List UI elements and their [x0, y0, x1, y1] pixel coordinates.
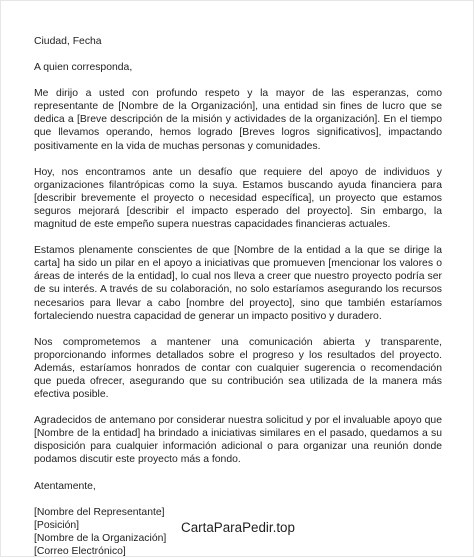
signature-email: [Correo Electrónico] [34, 545, 126, 557]
paragraph-commitment: Nos comprometemos a mantener una comunicación abierta y transparente, proporcionando informes detallados sobre el progreso y los resultados del proyecto. Además, estaríamos honrados de contar con cualquier sugerencia o recomendación que pueda ofrecer, asegurando que su contribución sea utilizada de la manera más efectiva posible. [34, 336, 442, 401]
paragraph-request: Hoy, nos encontramos ante un desafío que requiere del apoyo de individuos y organizaciones filantrópicas como la suya. Estamos buscando ayuda financiera para [describir brevemente el proyecto o necesidad específica], un proyecto que estamos seguros mejorará [describir el impacto esperado del proyecto]. Sin embargo, la magnitud de este empeño supera nuestras capacidades financieras actuales. [34, 166, 442, 231]
place-date: Ciudad, Fecha [34, 36, 102, 47]
signature-representative: [Nombre del Representante] [34, 506, 165, 518]
signature-position: [Posición] [34, 519, 80, 531]
paragraph-intro: Me dirijo a usted con profundo respeto y la mayor de las esperanzas, como representante de [Nombre de la Organización], una entidad sin fines de lucro que se dedica a [Breve descripción de la misión y actividades de la organización]. En el tiempo que llevamos operando, hemos logrado [Breves logros significativos], impactando positivamente en la vida de muchas personas y comunidades. [34, 88, 442, 152]
footer-site: CartaParaPedir.top [181, 520, 295, 535]
signature-organization: [Nombre de la Organización] [34, 532, 167, 544]
salutation: A quien corresponda, [34, 62, 133, 74]
letter-body [34, 35, 442, 558]
closing: Atentamente, [34, 480, 96, 492]
paragraph-entity: Estamos plenamente conscientes de que [Nombre de la entidad a la que se dirige la carta] ha sido un pilar en el apoyo a iniciativas que promueven [mencionar los valores o áreas de interés de la entidad], lo cual nos lleva a creer que nuestro proyecto podría ser de su interés. A través de su colaboración, no solo estaríamos asegurando los recursos necesarios para llevar a cabo [nombre del proyecto], sino que también estaríamos fortaleciendo nuestra capacidad de generar un impacto positivo y duradero. [34, 245, 442, 322]
paragraph-thanks: Agradecidos de antemano por considerar nuestra solicitud y por el invaluable apoyo que [Nombre de la entidad] ha brindado a iniciativas similares en el pasado, quedamos a su disposición para cualquier información adicional o para organizar una reunión donde podamos discutir este proyecto más a fondo. [34, 415, 442, 466]
